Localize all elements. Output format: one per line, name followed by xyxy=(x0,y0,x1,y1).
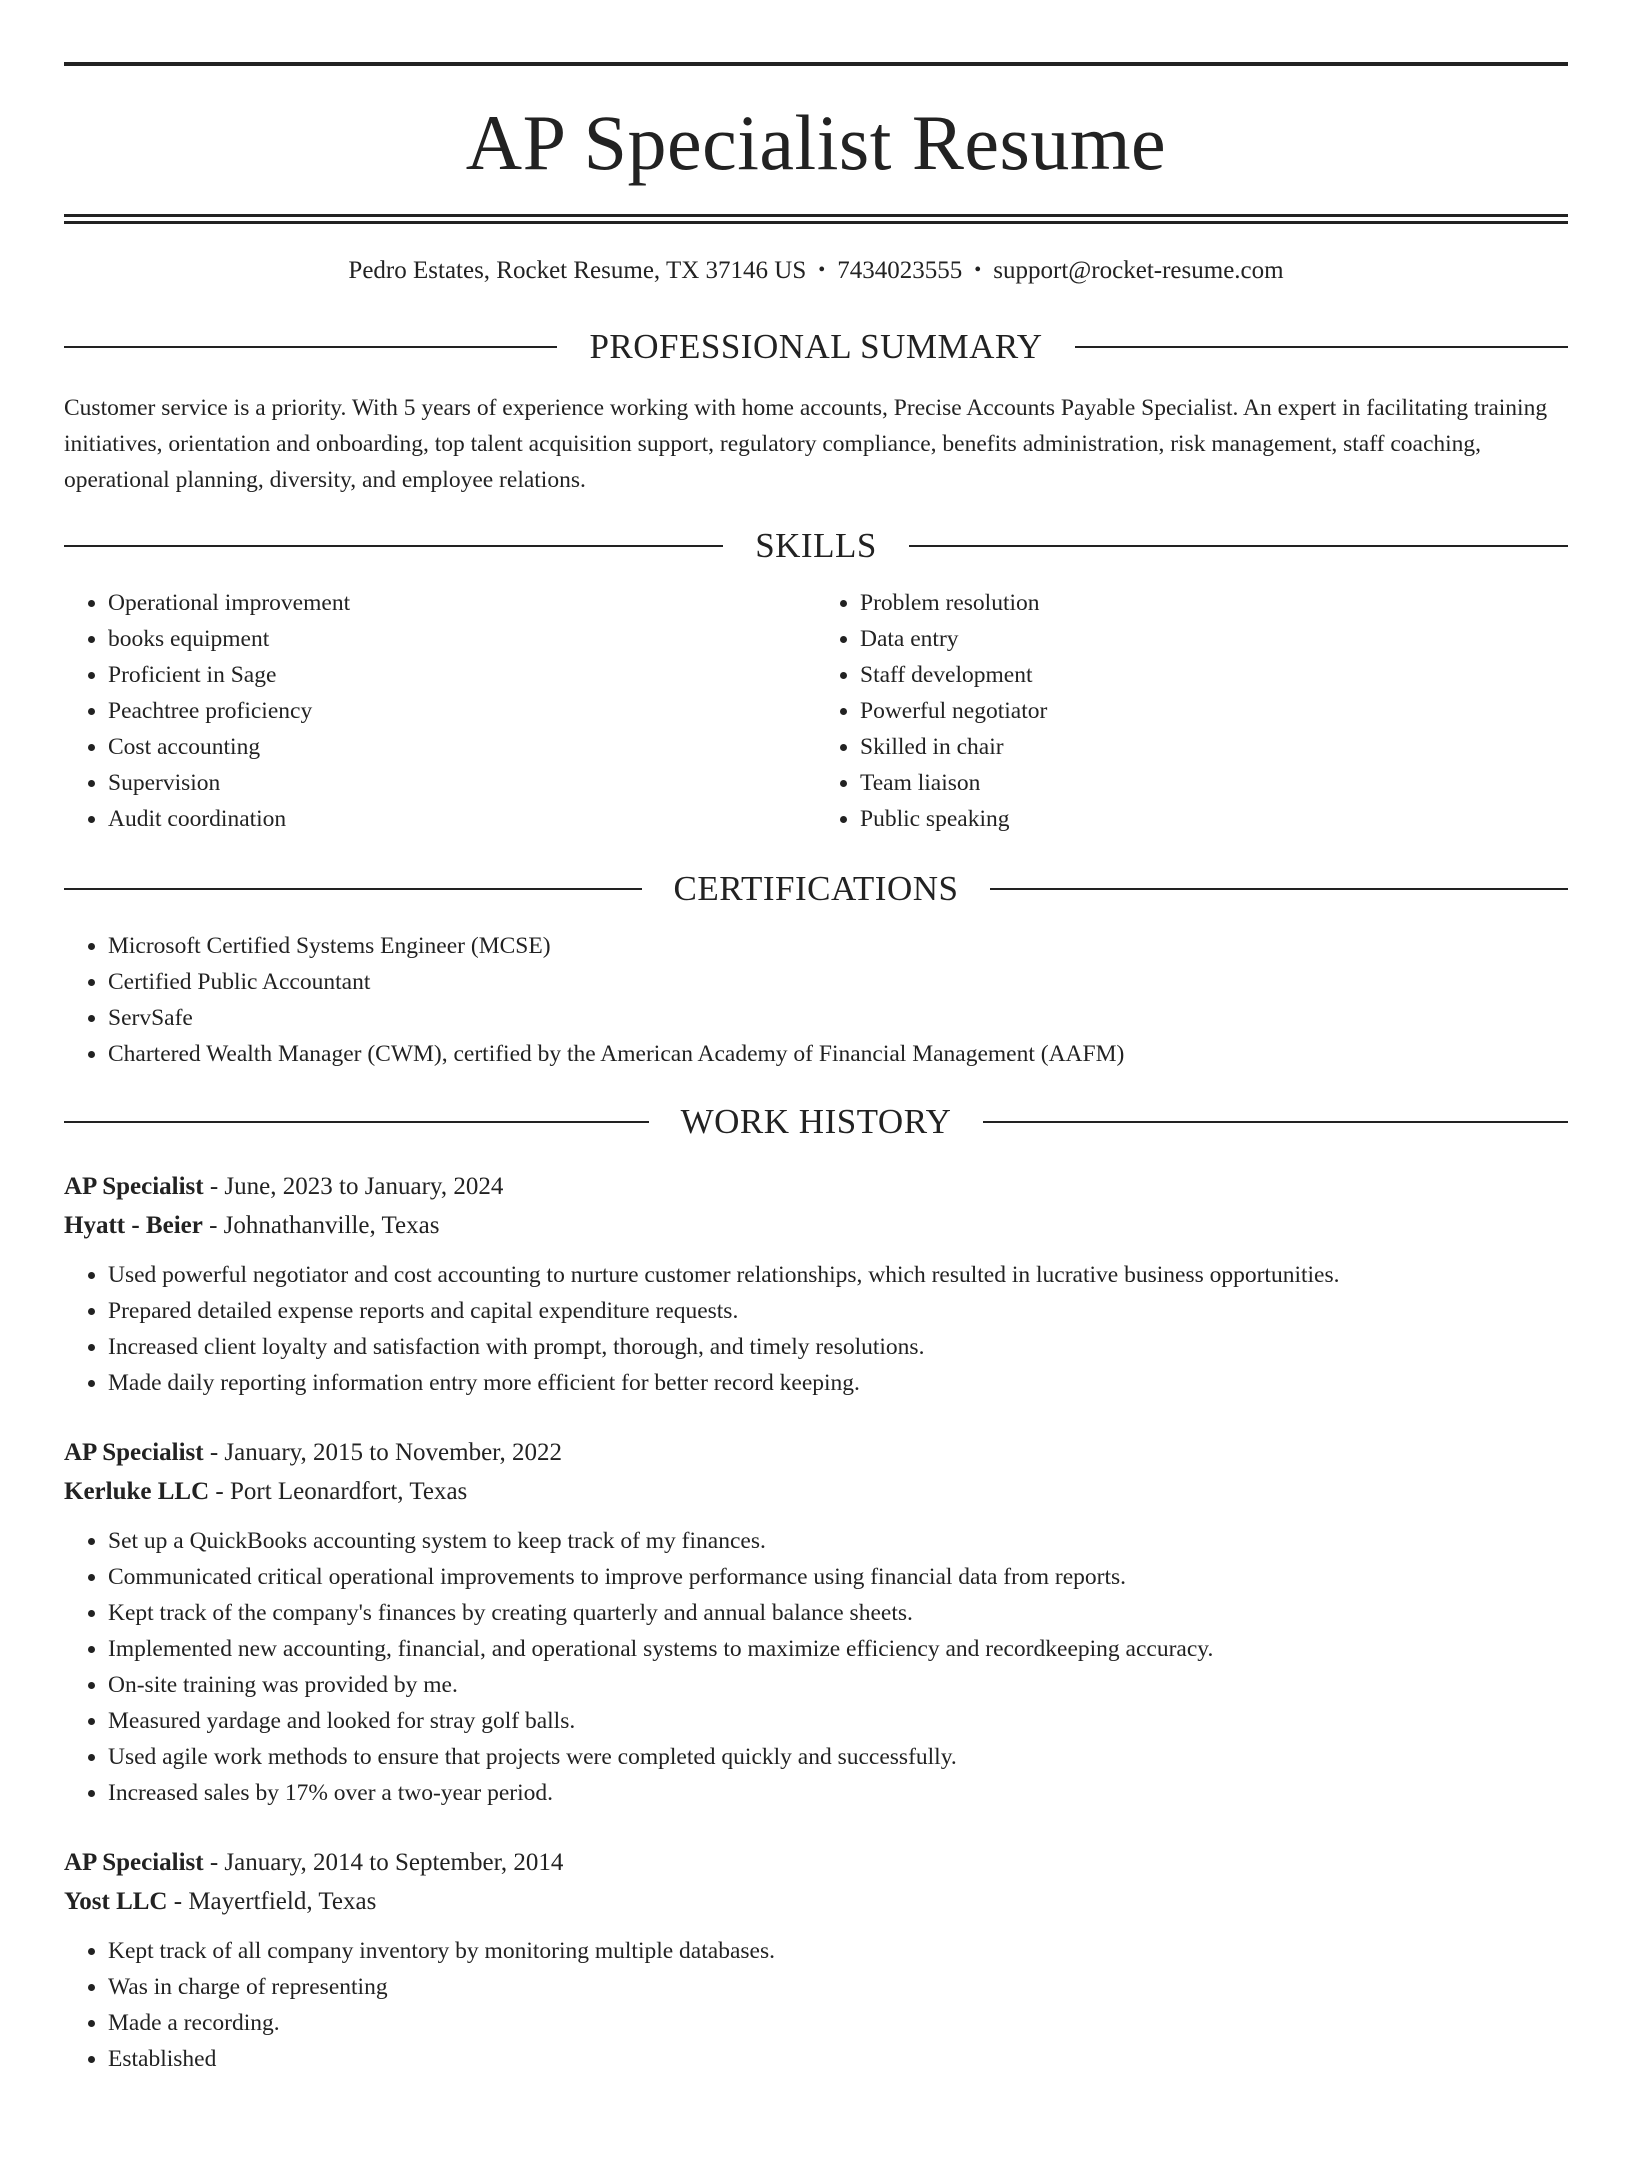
job-company: Kerluke LLC xyxy=(64,1478,210,1505)
heading-rule xyxy=(909,545,1568,547)
job-bullet: • Prepared detailed expense reports and capital expenditure requests. xyxy=(108,1293,1568,1329)
resume-page xyxy=(0,62,1632,2174)
job-bullet: • Kept track of all company inventory by monitoring multiple databases. xyxy=(108,1933,1568,1969)
certification-item: • Chartered Wealth Manager (CWM), certified by the American Academy of Financial Management (AAFM) xyxy=(108,1036,1568,1072)
summary-heading: PROFESSIONAL SUMMARY xyxy=(589,327,1043,366)
job-location: - Mayertfield, Texas xyxy=(167,1888,377,1915)
job-title-line xyxy=(64,1843,1568,1882)
job-bullet: • On-site training was provided by me. xyxy=(108,1667,1568,1703)
job-dates: - January, 2015 to November, 2022 xyxy=(203,1439,563,1466)
job-bullet: • Established xyxy=(108,2041,1568,2077)
job-dates: - June, 2023 to January, 2024 xyxy=(203,1173,504,1200)
skill-item: • Audit coordination xyxy=(108,801,816,837)
heading-rule xyxy=(64,346,557,348)
certification-item: • Certified Public Accountant xyxy=(108,964,1568,1000)
job-bullet: • Made daily reporting information entry more efficient for better record keeping. xyxy=(108,1365,1568,1401)
contact-separator: • xyxy=(818,259,826,281)
certifications-list xyxy=(64,928,1568,1072)
job-title-line xyxy=(64,1433,1568,1472)
top-rule xyxy=(64,62,1568,66)
skill-item: • Skilled in chair xyxy=(860,729,1568,765)
job-title: AP Specialist xyxy=(64,1173,204,1200)
skill-item: • Supervision xyxy=(108,765,816,801)
job-entry xyxy=(64,1843,1568,2077)
job-bullets xyxy=(64,1523,1568,1811)
job-company-line xyxy=(64,1882,1568,1921)
work-history-jobs xyxy=(64,1167,1568,2077)
heading-rule xyxy=(983,1121,1568,1123)
job-company-line xyxy=(64,1472,1568,1511)
job-company: Hyatt - Beier xyxy=(64,1212,203,1239)
section-heading-skills xyxy=(64,528,1568,563)
job-bullet: • Implemented new accounting, financial, and operational systems to maximize efficiency and recordkeeping accuracy. xyxy=(108,1631,1568,1667)
contact-email: support@rocket-resume.com xyxy=(993,257,1284,284)
job-bullet: • Used agile work methods to ensure that projects were completed quickly and successfully. xyxy=(108,1739,1568,1775)
job-location: - Johnathanville, Texas xyxy=(202,1212,440,1239)
job-entry xyxy=(64,1433,1568,1811)
title-double-rule xyxy=(64,214,1568,224)
skill-item: • Cost accounting xyxy=(108,729,816,765)
job-title: AP Specialist xyxy=(64,1439,204,1466)
job-bullet: • Set up a QuickBooks accounting system to keep track of my finances. xyxy=(108,1523,1568,1559)
job-bullets xyxy=(64,1257,1568,1401)
contact-address: Pedro Estates, Rocket Resume, TX 37146 US xyxy=(348,257,807,284)
job-bullet: • Used powerful negotiator and cost accounting to nurture customer relationships, which resulted in lucrative business opportunities. xyxy=(108,1257,1568,1293)
job-bullet: • Increased sales by 17% over a two-year period. xyxy=(108,1775,1568,1811)
resume-title: AP Specialist Resume xyxy=(465,99,1167,186)
heading-rule xyxy=(1075,346,1568,348)
skill-item: • Public speaking xyxy=(860,801,1568,837)
skill-item: • Team liaison xyxy=(860,765,1568,801)
summary-text: Customer service is a priority. With 5 years of experience working with home accounts, Precise Accounts Payable Specialist. An expert in facilitating training initiatives, orientation and onboarding, top talent acquisition support, regulatory compliance, benefits administration, risk management, staff coaching, operational planning, diversity, and employee relations. xyxy=(64,395,1548,493)
job-bullet: • Increased client loyalty and satisfaction with prompt, thorough, and timely resolutions. xyxy=(108,1329,1568,1365)
job-bullet: • Was in charge of representing xyxy=(108,1969,1568,2005)
heading-rule xyxy=(64,545,723,547)
job-bullet: • Kept track of the company's finances by creating quarterly and annual balance sheets. xyxy=(108,1595,1568,1631)
heading-rule xyxy=(64,888,642,890)
contact-separator: • xyxy=(974,259,982,281)
skill-item: • books equipment xyxy=(108,621,816,657)
section-heading-summary xyxy=(64,329,1568,364)
job-company: Yost LLC xyxy=(64,1888,168,1915)
contact-line xyxy=(64,258,1568,283)
skill-item: • Problem resolution xyxy=(860,585,1568,621)
certification-item: • Microsoft Certified Systems Engineer (MCSE) xyxy=(108,928,1568,964)
section-heading-work-history xyxy=(64,1104,1568,1139)
job-title: AP Specialist xyxy=(64,1849,204,1876)
skill-item: • Data entry xyxy=(860,621,1568,657)
skills-columns xyxy=(64,585,1568,837)
contact-phone: 7434023555 xyxy=(837,257,963,284)
job-bullet: • Made a recording. xyxy=(108,2005,1568,2041)
skill-item: • Operational improvement xyxy=(108,585,816,621)
job-dates: - January, 2014 to September, 2014 xyxy=(203,1849,564,1876)
skill-item: • Powerful negotiator xyxy=(860,693,1568,729)
work-history-heading: WORK HISTORY xyxy=(680,1102,952,1141)
section-heading-certifications xyxy=(64,871,1568,906)
skills-list-right xyxy=(816,585,1568,837)
job-entry xyxy=(64,1167,1568,1401)
job-bullet: • Measured yardage and looked for stray golf balls. xyxy=(108,1703,1568,1739)
heading-rule xyxy=(990,888,1568,890)
skills-list-left xyxy=(64,585,816,837)
job-location: - Port Leonardfort, Texas xyxy=(209,1478,468,1505)
skill-item: • Proficient in Sage xyxy=(108,657,816,693)
heading-rule xyxy=(64,1121,649,1123)
skill-item: • Peachtree proficiency xyxy=(108,693,816,729)
skills-heading: SKILLS xyxy=(755,526,877,565)
skill-item: • Staff development xyxy=(860,657,1568,693)
job-company-line xyxy=(64,1206,1568,1245)
job-bullet: • Communicated critical operational improvements to improve performance using financial data from reports. xyxy=(108,1559,1568,1595)
certification-item: • ServSafe xyxy=(108,1000,1568,1036)
job-title-line xyxy=(64,1167,1568,1206)
certifications-heading: CERTIFICATIONS xyxy=(673,869,959,908)
job-bullets xyxy=(64,1933,1568,2077)
